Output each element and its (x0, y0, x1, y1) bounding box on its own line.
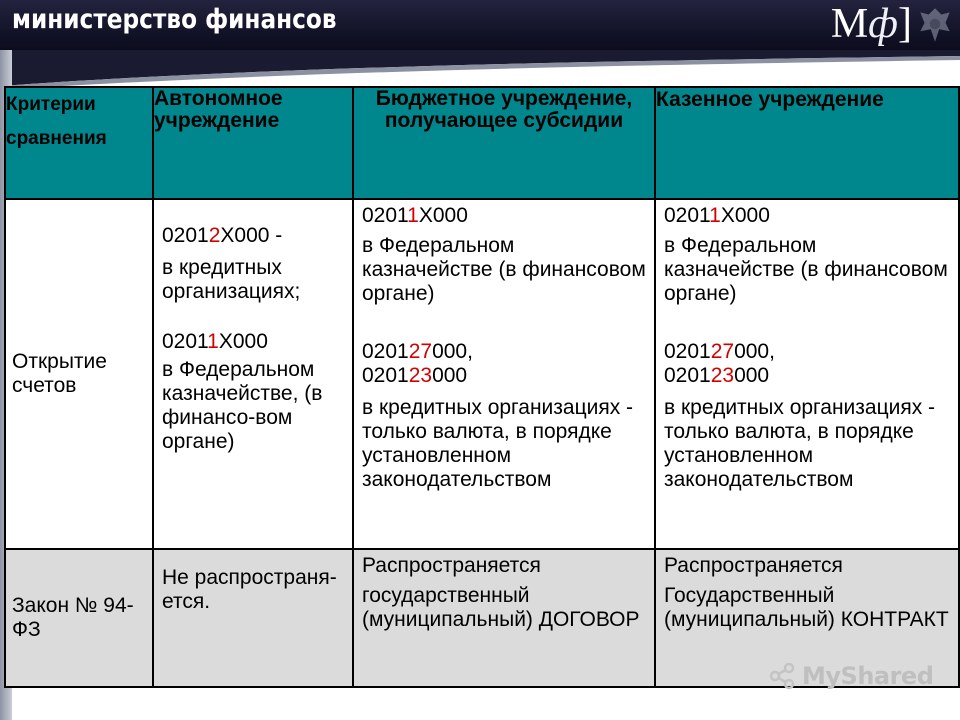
header-budget: Бюджетное учреждение, получающее субсидии (353, 87, 655, 199)
account-location: в кредитных организациях; (162, 256, 301, 303)
account-code: 020127000, (362, 340, 473, 363)
header-autonomous: Автономное учреждение (153, 87, 353, 199)
table-row (5, 199, 959, 549)
share-icon (768, 662, 796, 690)
law-contract-text: Государственный (муниципальный) КОНТРАКТ (664, 584, 949, 631)
account-code: 020123000 (362, 364, 468, 387)
account-location: в кредитных организациях - только валюта, в порядке установленном законодательством (664, 396, 936, 491)
criterion-accounts: Открытие счетов (5, 199, 153, 549)
law-applies-text: Распространяется (664, 554, 843, 577)
accounts-treasury-cell (655, 199, 959, 549)
comparison-table (4, 86, 960, 688)
header-criteria: Критерии сравнения (5, 87, 153, 199)
account-location: в Федеральном казначействе, (в финансо-вом органе) (162, 358, 323, 453)
accounts-autonomous-cell (153, 199, 353, 549)
ministry-logo: Мф] (830, 1, 912, 47)
account-code: 02011Х000 (162, 330, 268, 353)
account-code: 020123000 (664, 364, 770, 387)
coat-of-arms-icon (914, 4, 956, 46)
accounts-budget-cell (353, 199, 655, 549)
header-treasury: Казенное учреждение (655, 87, 959, 199)
law-applies-text: Распространяется (362, 554, 541, 577)
table-header-row (5, 87, 959, 199)
law-autonomous-cell: Не распространя-ется. (153, 549, 353, 687)
header-banner (0, 0, 960, 50)
criterion-law: Закон № 94-ФЗ (5, 549, 153, 687)
account-code: 020127000, (664, 340, 775, 363)
watermark-text: MyShared (802, 662, 934, 690)
account-code: 02011Х000 (362, 204, 468, 227)
law-budget-cell (353, 549, 655, 687)
account-location: в Федеральном казначействе (в финансовом органе) (664, 234, 948, 305)
account-code: 02011Х000 (664, 204, 770, 227)
account-code: 02012Х000 - (162, 224, 283, 247)
watermark (768, 660, 933, 692)
law-contract-text: государственный (муниципальный) ДОГОВОР (362, 584, 640, 631)
ministry-title: министерство финансов (12, 4, 337, 35)
header-swoosh (0, 50, 960, 90)
account-location: в кредитных организациях - только валюта, в порядке установленном законодательством (362, 396, 634, 491)
account-location: в Федеральном казначействе (в финансовом органе) (362, 234, 646, 305)
